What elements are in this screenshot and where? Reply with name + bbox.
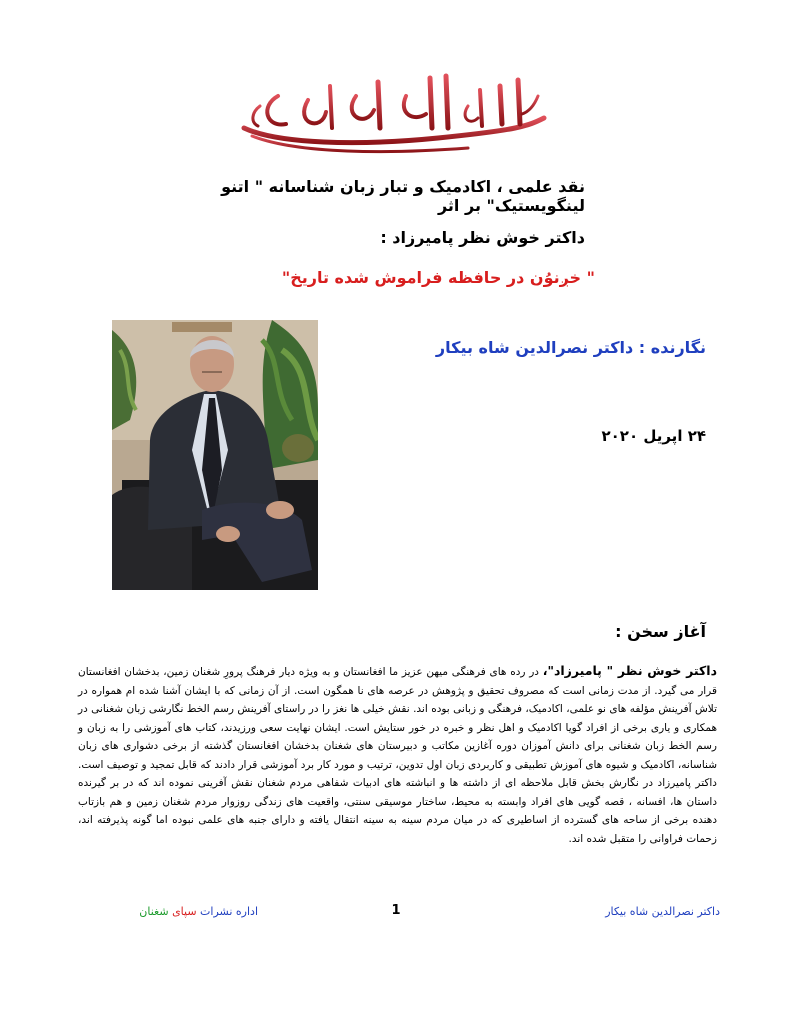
article-title-line2: داکتر خوش نظر پامیرزاد :: [380, 228, 585, 247]
footer-publisher-green: شغنان: [139, 905, 173, 918]
page-number: 1: [391, 903, 401, 918]
bismillah-calligraphy: [238, 66, 550, 158]
footer-publisher: [118, 905, 258, 918]
book-title: " خږنوُن در حافظه فراموش شده تاریخ": [281, 268, 595, 287]
article-title-line1: نقد علمی ، اکادمیک و تبار زبان شناسانه " اتنو لینگویستیک" بر اثر: [221, 177, 585, 215]
footer-publisher-red: سپای: [172, 905, 197, 918]
footer-author: داکتر نصرالدین شاه بیکار: [605, 905, 720, 918]
author-byline: نگارنده : داکتر نصرالدین شاه بیکار: [435, 338, 706, 357]
body-paragraph: [78, 662, 717, 848]
section-heading: آغاز سخن :: [615, 622, 706, 641]
footer-publisher-prefix: اداره نشرات: [196, 905, 258, 918]
body-text: در رده های فرهنگی میهن عزیز ما افغانستان و به ویژه دیار فرهنگ پرورِ شغنان زمین، بدخشان افغانستان قرار می گیرد. از مدت زمانی است که مصروف تحقیق و پژوهش در عرصه های نا همگون است. از آن زمانی که با ایشان آشنا شده ام همواره در تلاش آفرینش مؤلفه های نو علمی، اکادمیک، فرهنگی و زبانی بوده اند. نقش خیلی ها نغز را در راستای آفرینش رسم الخط نگارشی زبان شغنانی در همکاری و یاری برخی از افراد گویا اکادمیک و اهل نظر و خبره در خور ستایش است. ایشان نهایت سعی ورزیدند، کتاب های آموزشی را به زبان و رسم الخط زبان شغنانی برای دانش آموزان دوره آغازین مکاتب و دبیرستان های شغنان بدخشان افغانستان گذشته از برخی دشواری های زبان شناسانه، اکادمیک و شیوه های آموزش تطبیقی و کاربردی زبان اول تدوین، ترتیب و مورد کار برد آموزشی قرار دادند که قابل تمجید و توصیف است. داکتر پامیرزاد در نگارش بخش قابل ملاحظه ای از داشته ها و انباشته های ادبیات شفاهی مردم شغنان نقش آفرینی نموده اند که در بر گیرنده داستان ها، افسانه ، قصه گویی های افراد وابسته به محیط، ساختار موسیقی سنتی، واقعیت های زندگی روزوار مردم شغنان زمین و هم بازتاب دهنده برخی از ساحه های گسترده از اساطیری که در میان مردم سینه به سینه انتقال یافته و دارای جنبه های علمی نبوده اما گونه پذیرفته اند، زحمات فراوانی را متقبل شده اند.: [78, 666, 717, 845]
body-lead: داکتر خوش نظر " پامیرزاد"،: [542, 663, 717, 678]
author-photo: [112, 320, 318, 590]
publication-date: ۲۴ اپریل ۲۰۲۰: [601, 427, 706, 445]
